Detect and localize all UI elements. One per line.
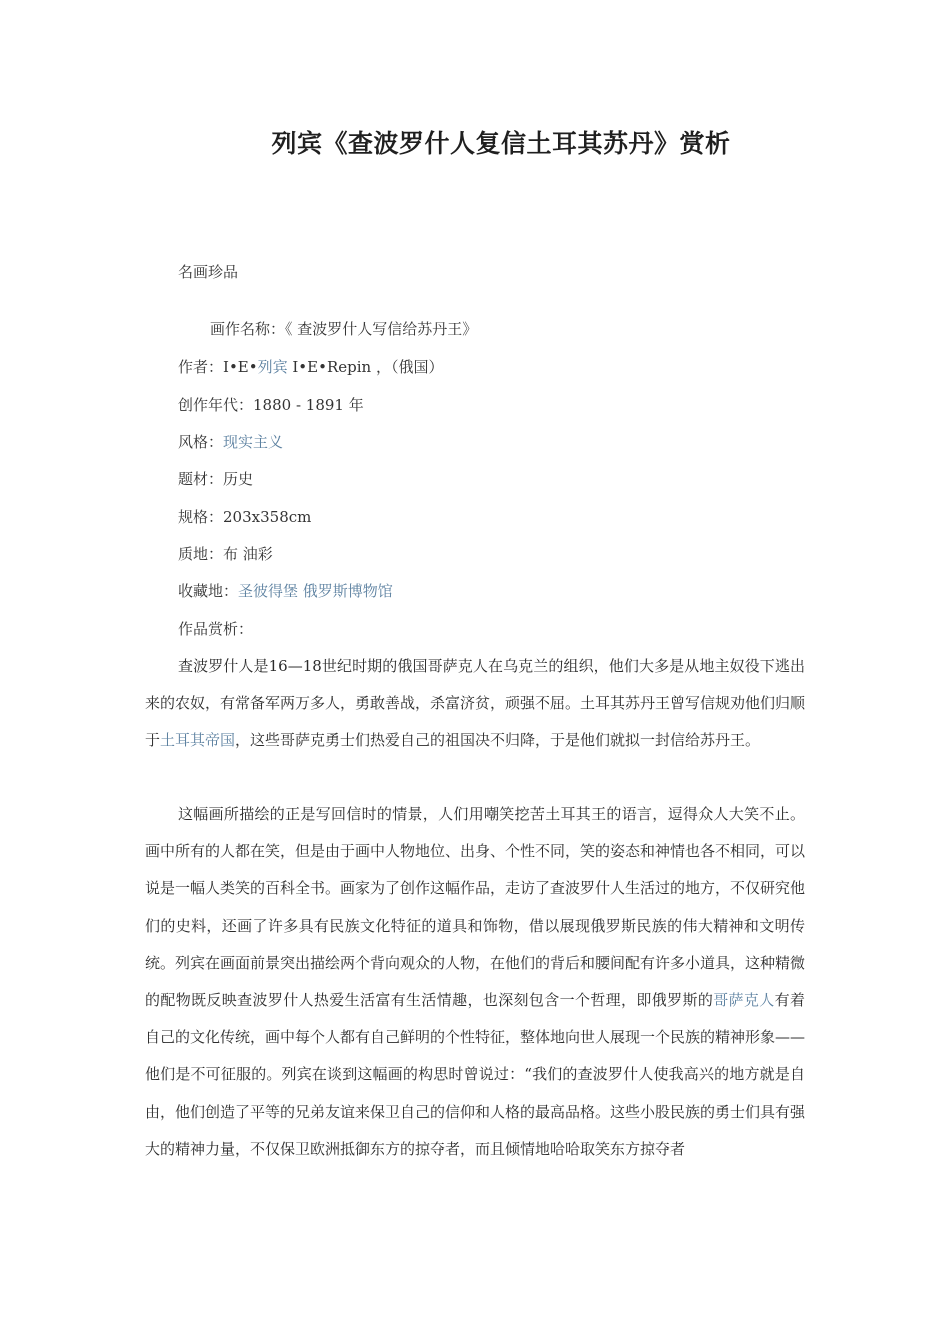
author-suffix: I•E•Repin ，（俄国）: [287, 358, 444, 376]
cossacks-link[interactable]: 哥萨克人: [713, 991, 775, 1010]
style-label: 风格：: [178, 433, 224, 451]
appreciation-heading: 作品赏析：: [178, 620, 254, 638]
material-line: [178, 544, 273, 564]
year-line: [178, 395, 364, 415]
author-prefix: I•E•: [223, 358, 258, 376]
author-link[interactable]: 列宾: [257, 358, 288, 376]
material-value: 布 油彩: [223, 545, 273, 563]
document-title: 列宾《查波罗什人复信土耳其苏丹》赏析: [271, 129, 731, 158]
paragraph-2-text-b: 有着自己的文化传统，画中每个人都有自己鲜明的个性特征，整体地向世人展现一个民族的精神形象——他们是不可征服的。列宾在谈到这幅画的构思时曾说过：“我们的查波罗什人使我高兴的地方就是自由，他们创造了平等的兄弟友谊来保卫自己的信仰和人格的最高品格。这些小股民族的勇士们具有强大的精神力量，不仅保卫欧洲抵御东方的掠夺者，而且倾情地哈哈取笑东方掠夺者: [145, 991, 806, 1158]
year-value: 1880 - 1891 年: [253, 396, 364, 414]
year-label: 创作年代：: [178, 396, 254, 414]
size-label: 规格：: [178, 508, 224, 526]
paragraph-1-text-b: ，这些哥萨克勇士们热爱自己的祖国决不归降，于是他们就拟一封信给苏丹王。: [235, 731, 761, 750]
painting-name-value: 《 查波罗什人写信给苏丹王》: [285, 320, 478, 338]
paragraph-2-text-a: 这幅画所描绘的正是写回信时的情景，人们用嘲笑挖苦土耳其王的语言，逗得众人大笑不止。画中所有的人都在笑，但是由于画中人物地位、出身、个性不同，笑的姿态和神情也各不相同，可以说是一幅人类笑的百科全书。画家为了创作这幅作品，走访了查波罗什人生活过的地方，不仅研究他们的史料，还画了许多具有民族文化特征的道具和饰物，借以展现俄罗斯民族的伟大精神和文明传统。列宾在画面前景突出描绘两个背向观众的人物，在他们的背后和腰间配有许多小道具，这种精微的配物既反映查波罗什人热爱生活富有生活情趣，也深刻包含一个哲理，即俄罗斯的: [145, 805, 806, 1010]
subject-line: [178, 469, 253, 489]
collection-label: 收藏地：: [178, 582, 239, 600]
paragraph-1-text-a: 查波罗什人是16—18世纪时期的俄国哥萨克人在乌克兰的组织，他们大多是从地主奴役下逃出来的农奴，有常备军两万多人，勇敢善战，杀富济贫，顽强不屈。土耳其苏丹王曾写信规劝他们归顺于: [145, 657, 806, 750]
paragraph-2: [145, 796, 805, 1168]
size-value: 203x358cm: [223, 508, 312, 526]
turkish-empire-link[interactable]: 土耳其帝国: [160, 731, 236, 750]
subject-label: 题材：: [178, 470, 224, 488]
painting-name-label: 画作名称：: [210, 320, 286, 338]
subject-value: 历史: [223, 470, 254, 488]
author-line: [178, 357, 443, 377]
paragraph-1: [145, 648, 805, 760]
collection-link[interactable]: 圣彼得堡 俄罗斯博物馆: [238, 582, 393, 600]
style-link[interactable]: 现实主义: [223, 433, 284, 451]
painting-name-line: [210, 319, 477, 339]
collection-line: [178, 581, 393, 601]
author-label: 作者：: [178, 358, 224, 376]
material-label: 质地：: [178, 545, 224, 563]
section-heading: 名画珍品: [178, 263, 239, 281]
size-line: [178, 507, 311, 527]
style-line: [178, 432, 283, 452]
